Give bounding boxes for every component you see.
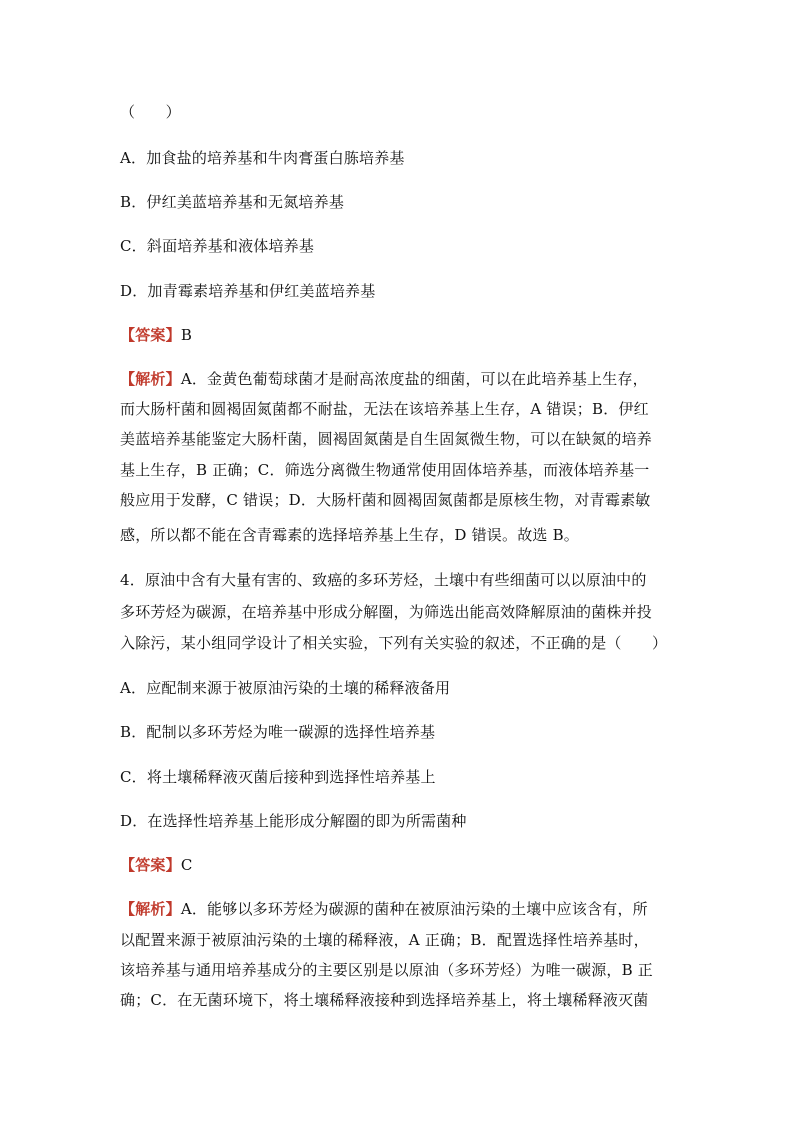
answer-value: C (180, 856, 193, 874)
q3-stem-tail: （ ） (120, 103, 181, 121)
analysis-label: 【解析】 (120, 900, 181, 918)
q4-analysis-line-2: 以配置来源于被原油污染的土壤的稀释液，A 正确；B．配置选择性培养基时， (120, 931, 649, 949)
q3-option-a: A．加食盐的培养基和牛肉膏蛋白胨培养基 (120, 149, 405, 167)
answer-label: 【答案】 (120, 326, 181, 344)
answer-label: 【答案】 (120, 856, 181, 874)
q3-analysis-line-5: 般应用于发酵，C 错误；D．大肠杆菌和圆褐固氮菌都是原核生物，对青霉素敏 (120, 491, 651, 509)
q3-analysis-line-2: 而大肠杆菌和圆褐固氮菌都不耐盐，无法在该培养基上生存，A 错误；B．伊红 (120, 400, 649, 418)
q3-option-c: C．斜面培养基和液体培养基 (120, 237, 315, 255)
q3-answer (120, 325, 192, 345)
analysis-text: A．金黄色葡萄球菌才是耐高浓度盐的细菌，可以在此培养基上生存， (180, 370, 648, 388)
q4-stem-line-3: 入除污，某小组同学设计了相关实验，下列有关实验的叙述，不正确的是（ ） (120, 634, 668, 652)
q4-analysis-line-4: 确；C．在无菌环境下，将土壤稀释液接种到选择培养基上，将土壤稀释液灭菌 (120, 991, 649, 1009)
answer-value: B (180, 326, 193, 344)
q4-option-b: B．配制以多环芳烃为唯一碳源的选择性培养基 (120, 723, 436, 741)
q3-analysis-line-1 (120, 369, 648, 389)
q4-analysis-line-3: 该培养基与通用培养基成分的主要区别是以原油（多环芳烃）为唯一碳源，B 正 (120, 961, 653, 979)
q3-analysis-line-3: 美蓝培养基能鉴定大肠杆菌，圆褐固氮菌是自生固氮微生物，可以在缺氮的培养 (120, 430, 653, 448)
analysis-text: A．能够以多环芳烃为碳源的菌种在被原油污染的土壤中应该含有，所 (180, 900, 648, 918)
q4-option-d: D．在选择性培养基上能形成分解圈的即为所需菌种 (120, 812, 467, 830)
q4-answer (120, 855, 193, 875)
q3-analysis-line-4: 基上生存，B 正确；C．筛选分离微生物通常使用固体培养基，而液体培养基一 (120, 461, 650, 479)
q4-option-a: A．应配制来源于被原油污染的土壤的稀释液备用 (120, 679, 451, 697)
q3-option-b: B．伊红美蓝培养基和无氮培养基 (120, 193, 345, 211)
q4-stem-line-1: 4．原油中含有大量有害的、致癌的多环芳烃，土壤中有些细菌可以以原油中的 (120, 571, 647, 589)
q4-stem-line-2: 多环芳烃为碳源，在培养基中形成分解圈，为筛选出能高效降解原油的菌株并投 (120, 603, 653, 621)
analysis-label: 【解析】 (120, 370, 181, 388)
q3-analysis-line-6: 感，所以都不能在含青霉素的选择培养基上生存，D 错误。故选 B。 (120, 526, 579, 544)
q4-option-c: C．将土壤稀释液灭菌后接种到选择性培养基上 (120, 768, 436, 786)
q4-analysis-line-1 (120, 899, 648, 919)
q3-option-d: D．加青霉素培养基和伊红美蓝培养基 (120, 282, 376, 300)
